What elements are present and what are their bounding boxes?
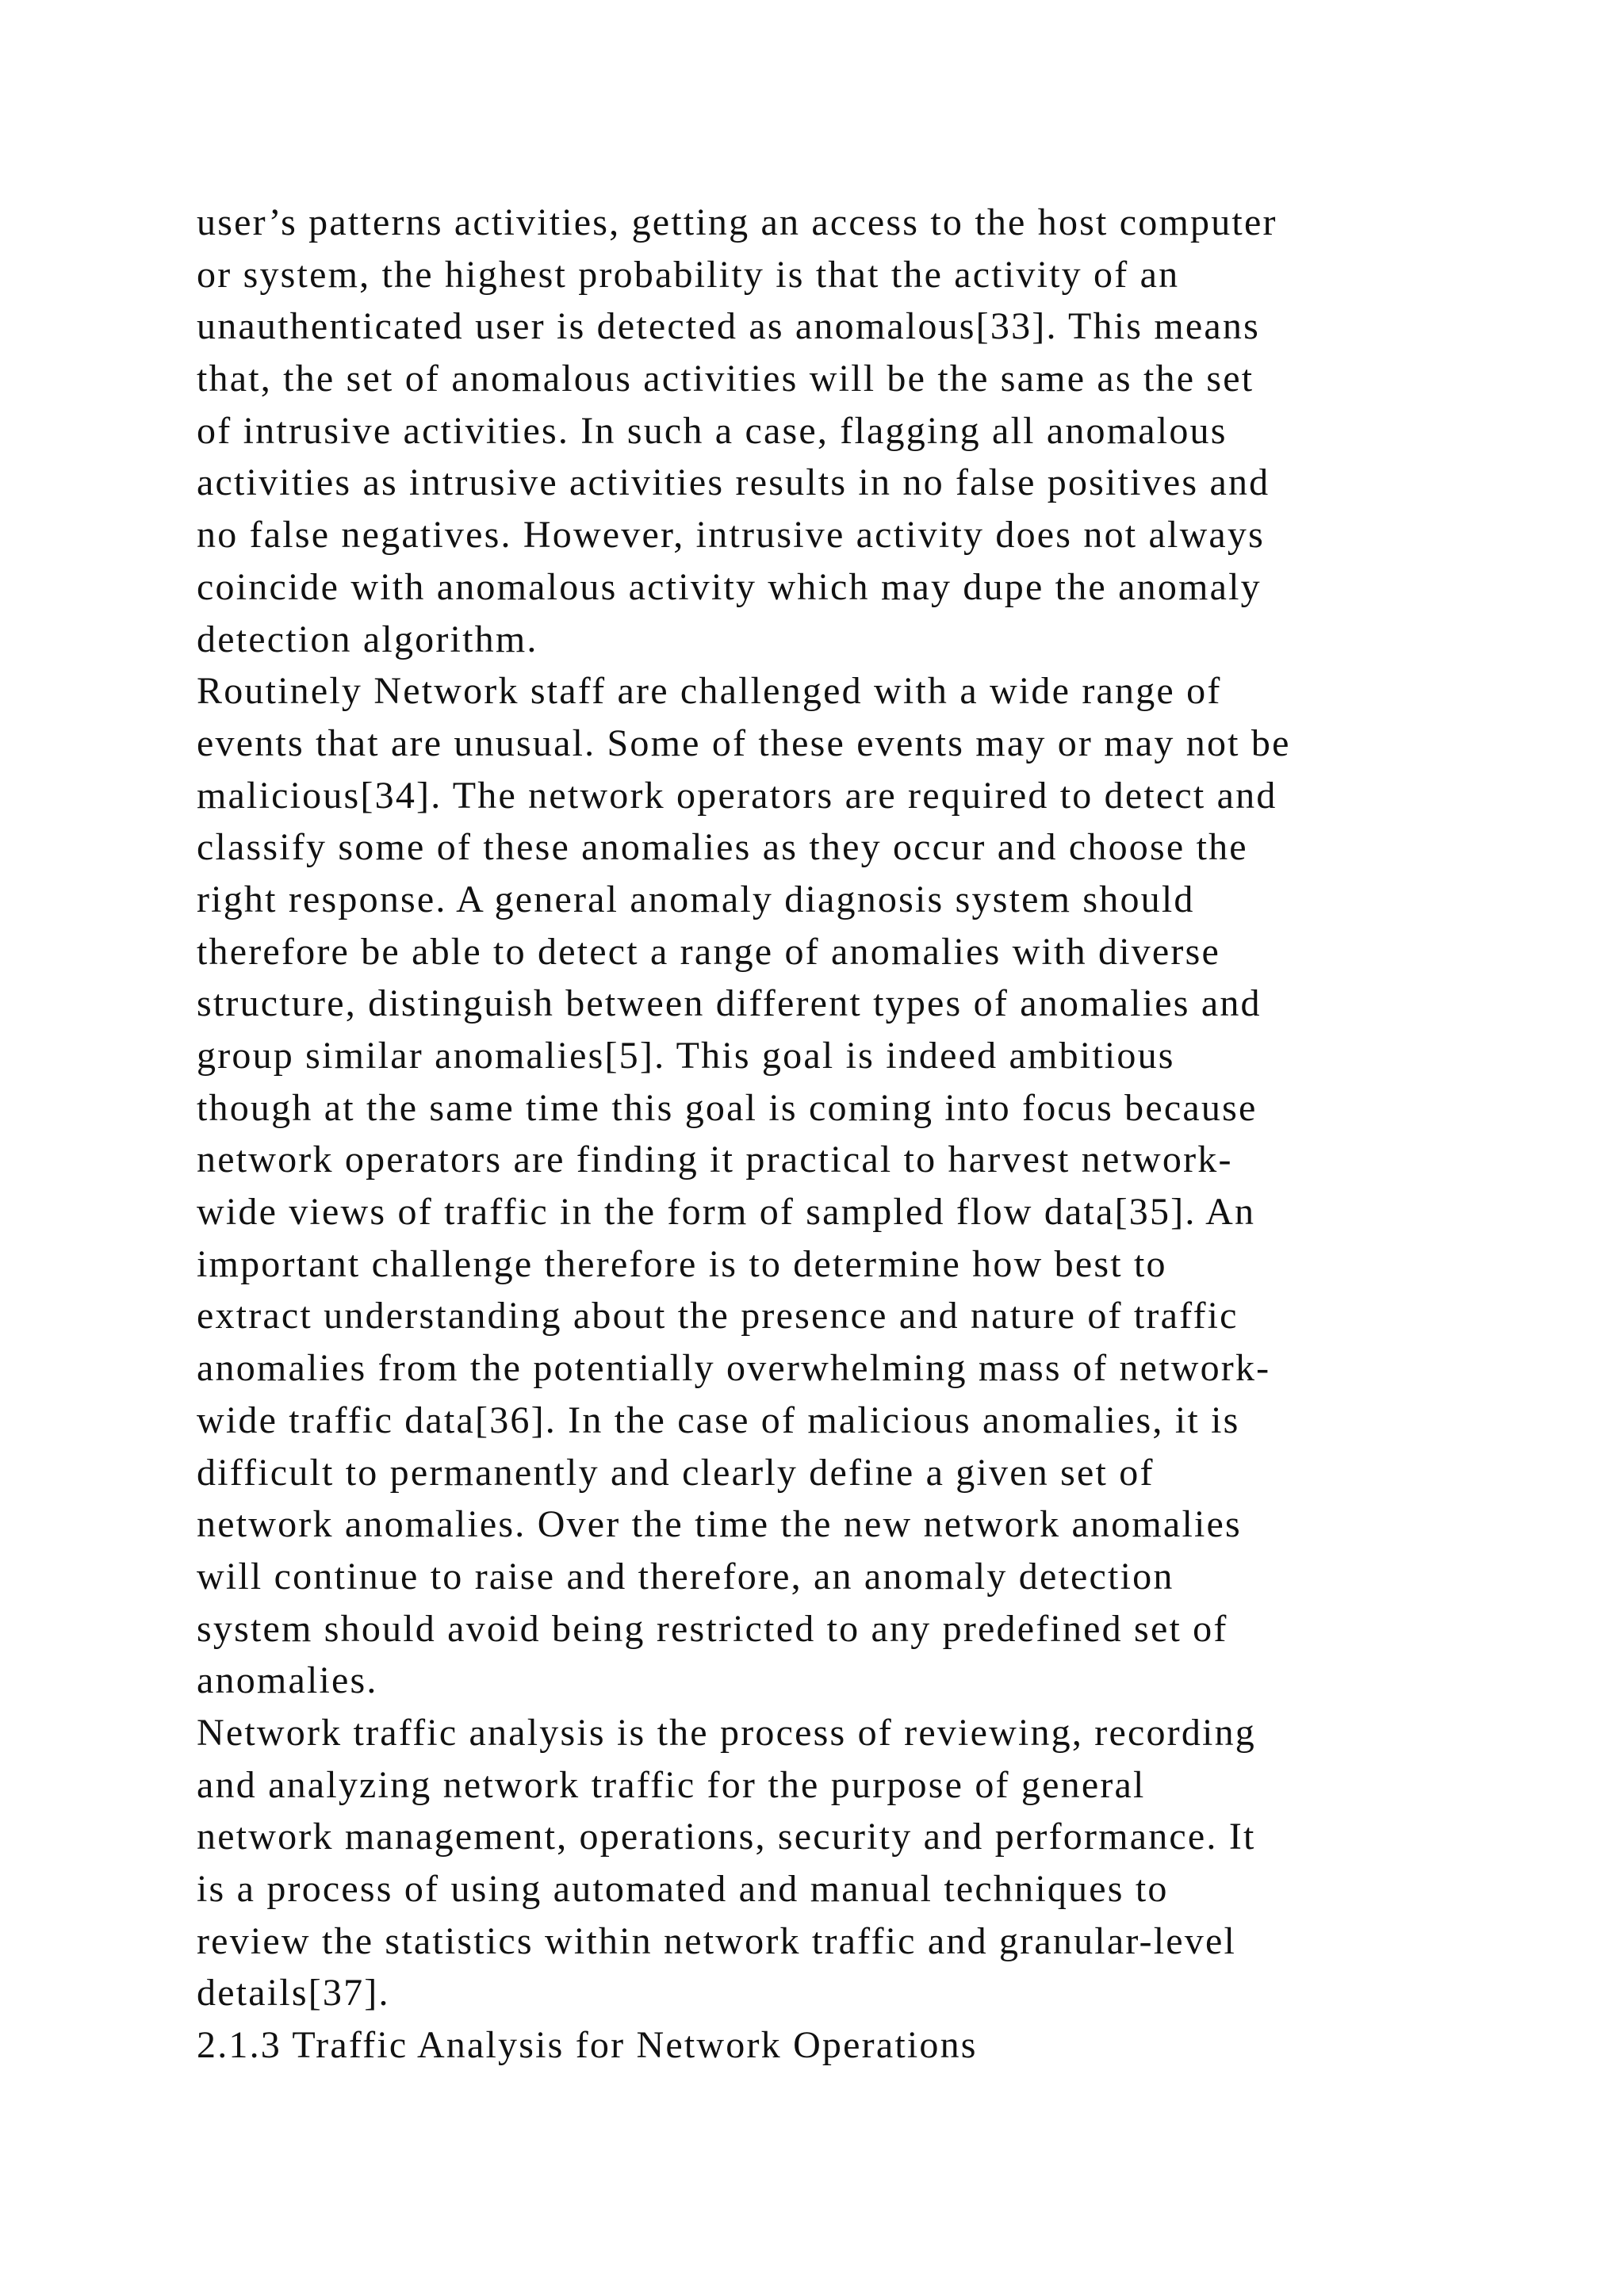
text-line: network management, operations, security and performance. It: [197, 1816, 1256, 1858]
text-line: anomalies.: [197, 1659, 378, 1702]
text-line: therefore be able to detect a range of anomalies with diverse: [197, 930, 1221, 973]
text-line: though at the same time this goal is coming into focus because: [197, 1086, 1258, 1129]
text-line: malicious[34]. The network operators are required to detect and: [197, 774, 1277, 817]
text-line: right response. A general anomaly diagnosis system should: [197, 878, 1195, 920]
text-line: network anomalies. Over the time the new network anomalies: [197, 1503, 1242, 1546]
text-line: group similar anomalies[5]. This goal is indeed ambitious: [197, 1035, 1175, 1077]
text-line: unauthenticated user is detected as anomalous[33]. This means: [197, 305, 1260, 348]
text-line: extract understanding about the presence and nature of traffic: [197, 1295, 1239, 1337]
text-line: will continue to raise and therefore, an anomaly detection: [197, 1555, 1174, 1598]
text-line: user’s patterns activities, getting an access to the host computer: [197, 201, 1277, 243]
text-line: network operators are finding it practical to harvest network-: [197, 1138, 1233, 1181]
text-line: classify some of these anomalies as they occur and choose the: [197, 826, 1248, 869]
text-line: review the statistics within network traffic and granular-level: [197, 1919, 1237, 1962]
text-line: that, the set of anomalous activities will be the same as the set: [197, 358, 1254, 400]
text-line: or system, the highest probability is that the activity of an: [197, 253, 1180, 296]
text-line: system should avoid being restricted to any predefined set of: [197, 1607, 1228, 1650]
text-line: coincide with anomalous activity which may dupe the anomaly: [197, 565, 1262, 608]
text-line: wide views of traffic in the form of sampled flow data[35]. An: [197, 1191, 1256, 1234]
text-line: detection algorithm.: [197, 618, 538, 660]
body-text: [197, 197, 1465, 2072]
text-line: no false negatives. However, intrusive activity does not always: [197, 514, 1266, 557]
text-line: activities as intrusive activities results in no false positives and: [197, 461, 1270, 504]
text-line: events that are unusual. Some of these events may or may not be: [197, 721, 1291, 764]
text-line: Routinely Network staff are challenged with a wide range of: [197, 670, 1222, 713]
section-heading: 2.1.3 Traffic Analysis for Network Operations: [197, 2024, 978, 2067]
text-line: structure, distinguish between different types of anomalies and: [197, 982, 1262, 1025]
text-line: Network traffic analysis is the process of reviewing, recording: [197, 1711, 1256, 1754]
text-line: details[37].: [197, 1972, 390, 2015]
text-line: anomalies from the potentially overwhelming mass of network-: [197, 1347, 1271, 1390]
text-line: of intrusive activities. In such a case, flagging all anomalous: [197, 409, 1228, 452]
text-line: wide traffic data[36]. In the case of malicious anomalies, it is: [197, 1399, 1240, 1441]
text-line: is a process of using automated and manual techniques to: [197, 1868, 1169, 1910]
text-line: and analyzing network traffic for the purpose of general: [197, 1763, 1146, 1806]
text-line: important challenge therefore is to determine how best to: [197, 1242, 1167, 1285]
text-line: difficult to permanently and clearly define a given set of: [197, 1451, 1155, 1494]
